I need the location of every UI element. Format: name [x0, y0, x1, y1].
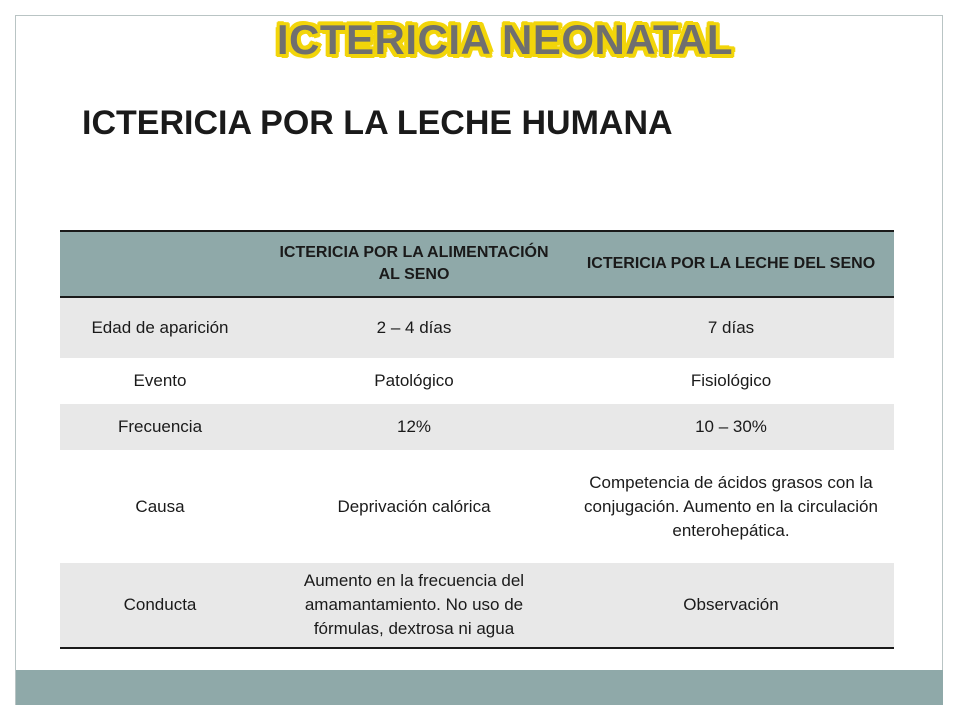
- cell-feeding: Deprivación calórica: [337, 496, 491, 516]
- slide-subtitle: ICTERICIA POR LA LECHE HUMANA: [82, 104, 673, 142]
- row-label: Edad de aparición: [60, 297, 260, 358]
- row-label: Causa: [135, 496, 185, 516]
- cell-feeding: Aumento en la frecuencia del amamantamiento. No uso de fórmulas, dextrosa ni agua: [260, 563, 568, 648]
- cell-feeding: 12%: [260, 404, 568, 450]
- comparison-table: [60, 230, 894, 649]
- cell-feeding: Patológico: [374, 371, 454, 390]
- header-cell-feeding-jaundice: ICTERICIA POR LA ALIMENTACIÓN AL SENO: [260, 231, 568, 297]
- table-row: [60, 358, 894, 404]
- header-cell-breastmilk-jaundice: ICTERICIA POR LA LECHE DEL SENO: [568, 231, 894, 297]
- row-label: Evento: [133, 371, 187, 390]
- cell-breastmilk: Fisiológico: [690, 371, 772, 390]
- cell-breastmilk: Observación: [568, 563, 894, 648]
- cell-breastmilk: Competencia de ácidos grasos con la conjugación. Aumento en la circulación enterohepática.: [584, 472, 878, 540]
- table-row: [60, 297, 894, 358]
- header-cell-empty: [60, 231, 260, 297]
- table-header-row: [60, 231, 894, 297]
- table-row: [60, 450, 894, 563]
- slide-title: ICTERICIA NEONATAL: [276, 16, 734, 63]
- footer-band: [16, 670, 943, 705]
- table-row: [60, 404, 894, 450]
- cell-breastmilk: 7 días: [568, 297, 894, 358]
- table-row: [60, 563, 894, 648]
- row-label: Conducta: [60, 563, 260, 648]
- cell-breastmilk: 10 – 30%: [568, 404, 894, 450]
- cell-feeding: 2 – 4 días: [260, 297, 568, 358]
- row-label: Frecuencia: [60, 404, 260, 450]
